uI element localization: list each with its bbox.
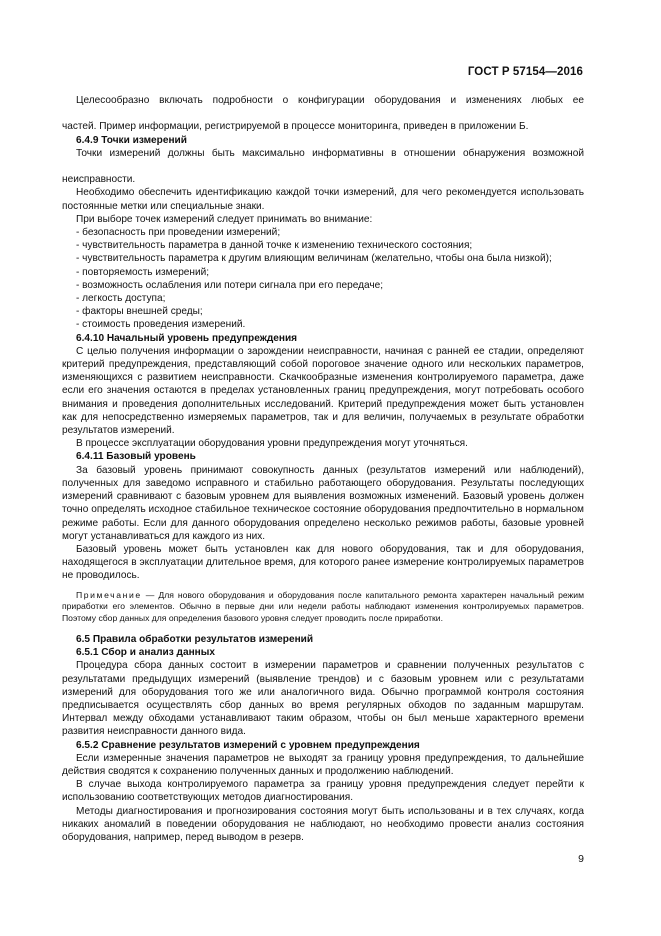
list-item: - безопасность при проведении измерений; [76,227,281,239]
heading-6-4-9: 6.4.9 Точки измерений [76,134,187,146]
note-text: — Для нового оборудования и оборудования после капитального ремонта характерен начальный режим приработки его элементов. Обычно в первые дни или недели работы наблюдают изменения контролируемых параметров. Поэтому сбор данных для определения базового уровня следует проводить после приработки. [62,589,584,624]
paragraph-measurement-points-line1: Точки измерений должны быть максимально информативны в отношении обнаружения возможной [76,147,584,159]
page-number: 9 [578,853,584,865]
paragraph-identification: Необходимо обеспечить идентификацию каждой точки измерений, для чего рекомендуется использовать постоянные метки или специальные знаки. [62,187,584,212]
note-label: Примечание [76,589,142,600]
note-block [62,590,584,625]
paragraph-warning-refinement: В процессе эксплуатации оборудования уровни предупреждения могут уточняться. [76,438,468,450]
paragraph-within-warning: Если измеренные значения параметров не выходят за границу уровня предупреждения, то дальнейшие действия сводятся к сохранению полученных данных и продолжению наблюдений. [62,752,584,777]
paragraph-measurement-points-line2: неисправности. [62,174,136,186]
paragraph-config-line1: Целесообразно включать подробности о конфигурации оборудования и изменениях любых ее [76,95,584,106]
list-item: - возможность ослабления или потери сигнала при его передаче; [76,279,384,291]
list-item: - стоимость проведения измерений. [76,319,246,331]
paragraph-data-collection: Процедура сбора данных состоит в измерении параметров и сравнении полученных результатов с результатами предыдущих измерений (выявление трендов) и с базовым уровнем или с результатами измерений для оборудования того же или аналогичного вида. Обычно программой контроля состояния предписывается осуществлять сбор данных во время регулярных обходов по заданным маршрутам. Интервал между обходами устанавливают таким образом, чтобы он был меньше характерного времени развития неисправности данного вида. [62,660,584,738]
paragraph-selection-criteria: При выборе точек измерений следует принимать во внимание: [76,213,373,225]
list-item: - повторяемость измерений; [76,266,210,278]
paragraph-baseline-equipment: Базовый уровень может быть установлен как для нового оборудования, так и для оборудования, находящегося в эксплуатации длительное время, для которого ранее измерение контролируемых параметров не проводилось. [62,543,584,582]
paragraph-exceed-warning: В случае выхода контролируемого параметра за границу уровня предупреждения следует перейти к использованию соответствующих методов диагностирования. [62,779,584,804]
document-code-header: ГОСТ Р 57154—2016 [467,66,583,78]
paragraph-config-line2: частей. Пример информации, регистрируемой в процессе мониторинга, приведен в приложении Б. [62,121,529,133]
paragraph-baseline-definition: За базовый уровень принимают совокупность данных (результатов измерений или наблюдений), полученных для заведомо исправного и стабильно работающего оборудования. Результаты последующих измерений сравнивают с базовым уровнем для выявления возможных изменений. Базовый уровень должен точно определять исходное стабильное техническое состояние оборудования предпочтительно в нормальном режиме работы. Если для данного оборудования определено несколько режимов работы, базовые уровней могут устанавливаться для каждого из них. [62,464,584,542]
heading-6-5: 6.5 Правила обработки результатов измерений [76,633,314,645]
heading-6-5-2: 6.5.2 Сравнение результатов измерений с уровнем предупреждения [76,739,420,751]
list-item: - чувствительность параметра в данной точке к изменению технического состояния; [76,240,473,252]
list-item: - легкость доступа; [76,293,166,305]
list-item: - чувствительность параметра к другим влияющим величинам (желательно, чтобы она была низкой); [76,253,552,265]
list-item: - факторы внешней среды; [76,306,203,318]
heading-6-4-10: 6.4.10 Начальный уровень предупреждения [76,332,298,344]
heading-6-5-1: 6.5.1 Сбор и анализ данных [76,647,216,659]
paragraph-diagnostic-methods: Методы диагностирования и прогнозирования состояния могут быть использованы и в тех случаях, когда никаких аномалий в поведении оборудования не наблюдают, но необходимо провести анализ состояния оборудования, например, перед выводом в резерв. [62,805,584,843]
paragraph-warning-criteria: С целью получения информации о зарождении неисправности, начиная с ранней ее стадии, определяют критерий предупреждения, представляющий собой пороговое значение одного или нескольких параметров, изменяющихся с развитием неисправности. Скачкообразные изменения контролируемого параметра, даже если его значения остаются в пределах установленных границ предупреждения, могут потребовать особого внимания и проведения дополнительных исследований. Критерий предупреждения может быть установлен как для непосредственно измеряемых параметров, так и для величин, получаемых в результате обработки результатов измерений. [62,345,584,437]
heading-6-4-11: 6.4.11 Базовый уровень [76,451,196,463]
page-body [62,94,584,844]
